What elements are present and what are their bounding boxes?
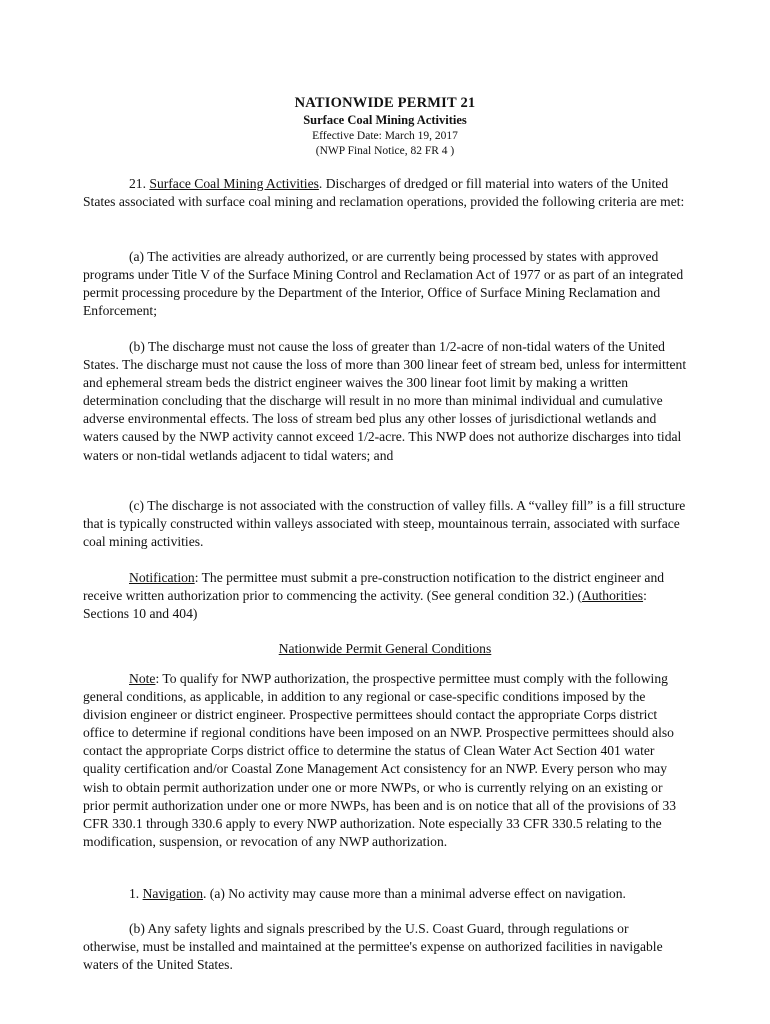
general-conditions-heading [0,640,770,658]
navigation-condition [83,885,688,903]
note-label: Note [129,671,156,686]
criteria-c-text: (c) The discharge is not associated with the construction of valley fills. A “valley fill” is a fill structure that is typically constructed within valleys associated with steep, mountainous terrain, associated with surface coal mining activities. [83,498,686,550]
notification-paragraph [83,569,688,623]
criteria-c [83,497,688,551]
criteria-b-text: (b) The discharge must not cause the loss of greater than 1/2-acre of non-tidal waters of the United States. The discharge must not cause the loss of more than 300 linear feet of stream bed, unless for intermittent and ephemeral stream beds the district engineer waives the 300 linear foot limit by making a written determination concluding that the discharge will result in no more than minimal individual and cumulative adverse environmental effects. The loss of stream bed plus any other losses of jurisdictional wetlands and waters caused by the NWP activity cannot exceed 1/2-acre. This NWP does not authorize discharges into tidal waters or non-tidal wetlands adjacent to tidal waters; and [83,339,687,463]
final-notice: (NWP Final Notice, 82 FR 4 ) [315,145,455,157]
effective-date: Effective Date: March 19, 2017 [312,130,458,142]
nav-b-text: (b) Any safety lights and signals prescribed by the U.S. Coast Guard, through regulations or otherwise, must be installed and maintained at the permittee's expense on authorized facilities in navigable waters of the United States. [83,921,663,973]
general-conditions-heading-text: Nationwide Permit General Conditions [278,641,492,656]
permit-intro-text: . Discharges of dredged or fill material into waters of the United States associated with surface coal mining and reclamation operations, provided the following criteria are met: [83,176,685,210]
criteria-a-text: (a) The activities are already authorized, or are currently being processed by states with approved programs under Title V of the Surface Mining Control and Reclamation Act of 1977 or as part of an integrated permit processing procedure by the Department of the Interior, Office of Surface Mining Reclamation and Enforcement; [83,249,684,319]
authorities-text: : Sections 10 and 404) [83,588,647,622]
notification-text: : The permittee must submit a pre-construction notification to the district engineer and receive written authorization prior to commencing the activity. (See general condition 32.) ( [83,570,665,604]
nav-number: 1. [129,886,143,901]
note-paragraph [83,670,688,851]
note-text: : To qualify for NWP authorization, the prospective permittee must comply with the following general conditions, as applicable, in addition to any regional or case-specific conditions imposed by the division engineer or district engineer. Prospective permittees should contact the appropriate Corps district office to determine if regional conditions have been imposed on an NWP. Prospective permittees should also contact the appropriate Corps district office to determine the status of Clean Water Act Section 401 water quality certification and/or Coastal Zone Management Act consistency for an NWP. Every person who may wish to obtain permit authorization under one or more NWPs, or who is currently relying on an existing or prior permit authorization under one or more NWPs, has been and is on notice that all of the provisions of 33 CFR 330.1 through 330.6 apply to every NWP authorization. Note especially 33 CFR 330.5 relating to the modification, suspension, or revocation of any NWP authorization. [83,671,677,849]
nav-label: Navigation [142,886,203,901]
navigation-condition-b [83,920,688,974]
document-subtitle: Surface Coal Mining Activities [303,113,467,127]
authorities-label: Authorities [581,588,644,604]
notification-label: Notification [129,570,195,585]
permit-21-intro [83,175,688,211]
permit-number: 21. [129,176,150,191]
criteria-a [83,248,688,320]
permit-heading: Surface Coal Mining Activities [149,176,319,191]
criteria-b [83,338,688,465]
document-title: NATIONWIDE PERMIT 21 [294,95,476,111]
nav-a-text: . (a) No activity may cause more than a minimal adverse effect on navigation. [203,886,626,901]
